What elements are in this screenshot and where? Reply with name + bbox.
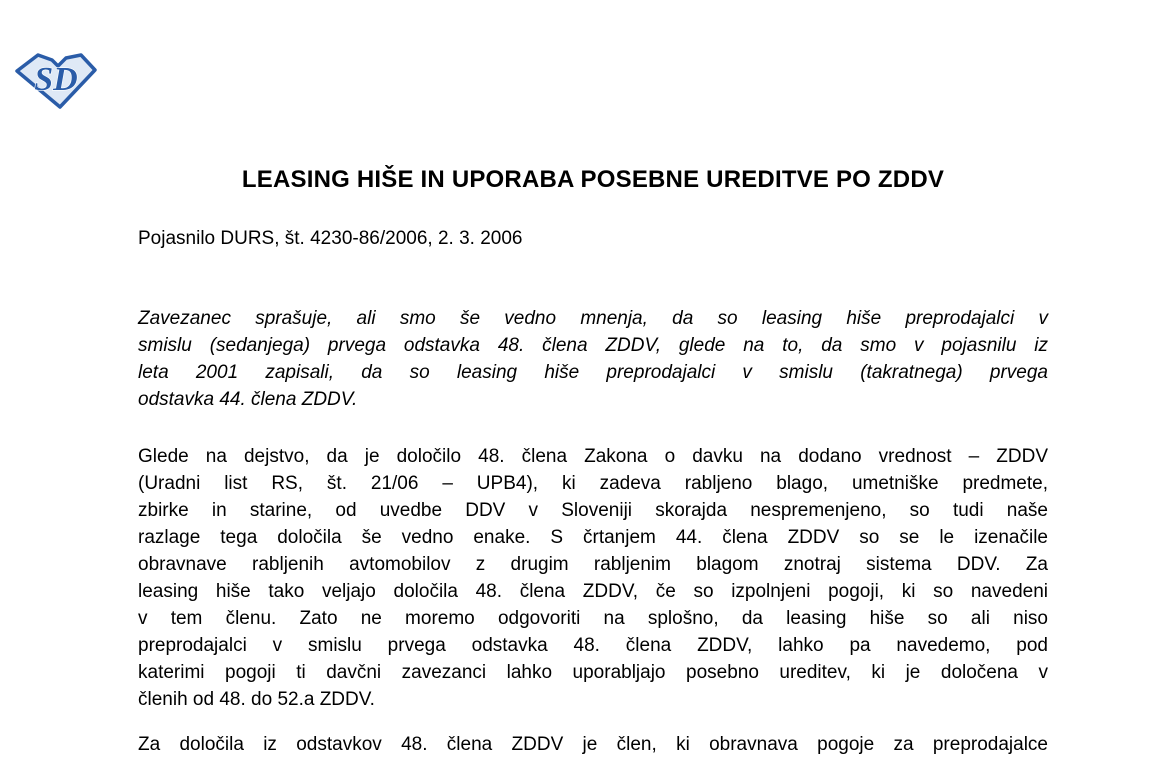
document-title: LEASING HIŠE IN UPORABA POSEBNE UREDITVE PO ZDDV: [241, 166, 945, 193]
text-line: Zavezanec sprašuje, ali smo še vedno mnenja, da so leasing hiše preprodajalci v: [138, 308, 1048, 329]
text-line: obravnave rabljenih avtomobilov z drugim rabljenim blagom znotraj sistema DDV. Za: [138, 554, 1048, 575]
sd-logo-letters: SD: [34, 61, 78, 98]
text-line: preprodajalci v smislu prvega odstavka 48. člena ZDDV, lahko pa navedemo, pod: [138, 635, 1048, 656]
text-line: členih od 48. do 52.a ZDDV.: [138, 689, 375, 710]
document-subtitle: Pojasnilo DURS, št. 4230-86/2006, 2. 3. 2006: [138, 228, 523, 249]
text-line: razlage tega določila še vedno enake. S črtanjem 44. člena ZDDV so se le izenačile: [138, 527, 1048, 548]
text-line: katerimi pogoji ti davčni zavezanci lahko uporabljajo posebno ureditev, ki je določena v: [138, 662, 1048, 683]
next-paragraph-partial-line: [138, 731, 1048, 758]
sd-logo: [14, 51, 98, 109]
text-line: odstavka 44. člena ZDDV.: [138, 389, 358, 410]
text-line: leta 2001 zapisali, da so leasing hiše preprodajalci v smislu (takratnega) prvega: [138, 362, 1048, 383]
answer-paragraph: [138, 443, 1048, 713]
text-line: leasing hiše tako veljajo določila 48. člena ZDDV, če so izpolnjeni pogoji, ki so navedeni: [138, 581, 1048, 602]
text-line: Za določila iz odstavkov 48. člena ZDDV je člen, ki obravnava pogoje za preprodajalce: [138, 734, 1048, 755]
text-line: Glede na dejstvo, da je določilo 48. člena Zakona o davku na dodano vrednost – ZDDV: [138, 446, 1048, 467]
text-line: smislu (sedanjega) prvega odstavka 48. člena ZDDV, glede na to, da smo v pojasnilu iz: [138, 335, 1048, 356]
text-line: (Uradni list RS, št. 21/06 – UPB4), ki zadeva rabljeno blago, umetniške predmete,: [138, 473, 1048, 494]
question-paragraph: [138, 305, 1048, 413]
text-line: v tem členu. Zato ne moremo odgovoriti na splošno, da leasing hiše so ali niso: [138, 608, 1048, 629]
text-line: zbirke in starine, od uvedbe DDV v Sloveniji skorajda nespremenjeno, so tudi naše: [138, 500, 1048, 521]
